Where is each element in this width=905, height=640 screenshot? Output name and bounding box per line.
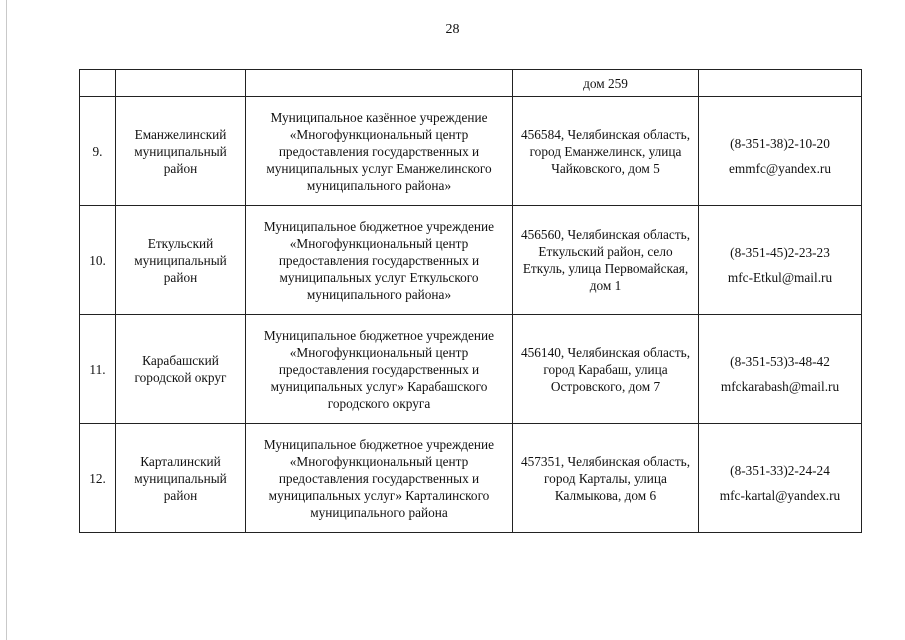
phone-number: (8-351-53)3-48-42 <box>730 354 830 369</box>
cell-contacts <box>699 315 862 424</box>
cell-number: 11. <box>80 315 116 424</box>
phone-number: (8-351-38)2-10-20 <box>730 136 830 151</box>
email-address: mfckarabash@mail.ru <box>720 379 840 394</box>
cell-address: 456584, Челябинская область, город Еманжелинск, улица Чайковского, дом 5 <box>513 97 699 206</box>
table-row <box>80 97 862 206</box>
cell-district: Карабашский городской округ <box>116 315 246 424</box>
table-row <box>80 206 862 315</box>
cell-district: Еткульский муниципальный район <box>116 206 246 315</box>
cell-district: Еманжелинский муниципальный район <box>116 97 246 206</box>
cell-organization: Муниципальное бюджетное учреждение «Многофункциональный центр предоставления государственных и муниципальных услуг Еткульского муниципального района» <box>246 206 513 315</box>
scan-margin-line <box>6 0 7 640</box>
table-row <box>80 424 862 533</box>
cell-address: 456560, Челябинская область, Еткульский район, село Еткуль, улица Первомайская, дом 1 <box>513 206 699 315</box>
phone-number: (8-351-45)2-23-23 <box>730 245 830 260</box>
cell-contacts <box>699 97 862 206</box>
cell-organization <box>246 70 513 97</box>
cell-district: Карталинский муниципальный район <box>116 424 246 533</box>
email-address: emmfc@yandex.ru <box>729 161 831 176</box>
cell-organization: Муниципальное казённое учреждение «Многофункциональный центр предоставления государственных и муниципальных услуг Еманжелинского муниципального района» <box>246 97 513 206</box>
cell-address-tail: дом 259 <box>513 70 699 97</box>
cell-organization: Муниципальное бюджетное учреждение «Многофункциональный центр предоставления государственных и муниципальных услуг» Карабашского городского округа <box>246 315 513 424</box>
cell-number: 9. <box>80 97 116 206</box>
cell-number: 12. <box>80 424 116 533</box>
phone-number: (8-351-33)2-24-24 <box>730 463 830 478</box>
cell-number: 10. <box>80 206 116 315</box>
cell-address: 457351, Челябинская область, город Карталы, улица Калмыкова, дом 6 <box>513 424 699 533</box>
cell-district <box>116 70 246 97</box>
cell-number <box>80 70 116 97</box>
continuation-row <box>80 70 862 97</box>
email-address: mfc-Etkul@mail.ru <box>727 270 833 285</box>
mfc-registry-table <box>79 69 862 533</box>
cell-contacts <box>699 424 862 533</box>
page-number: 28 <box>445 22 460 37</box>
cell-address: 456140, Челябинская область, город Карабаш, улица Островского, дом 7 <box>513 315 699 424</box>
cell-contacts <box>699 206 862 315</box>
email-address: mfc-kartal@yandex.ru <box>719 488 841 503</box>
cell-organization: Муниципальное бюджетное учреждение «Многофункциональный центр предоставления государственных и муниципальных услуг» Карталинского муниципального района <box>246 424 513 533</box>
table-row <box>80 315 862 424</box>
cell-contacts <box>699 70 862 97</box>
